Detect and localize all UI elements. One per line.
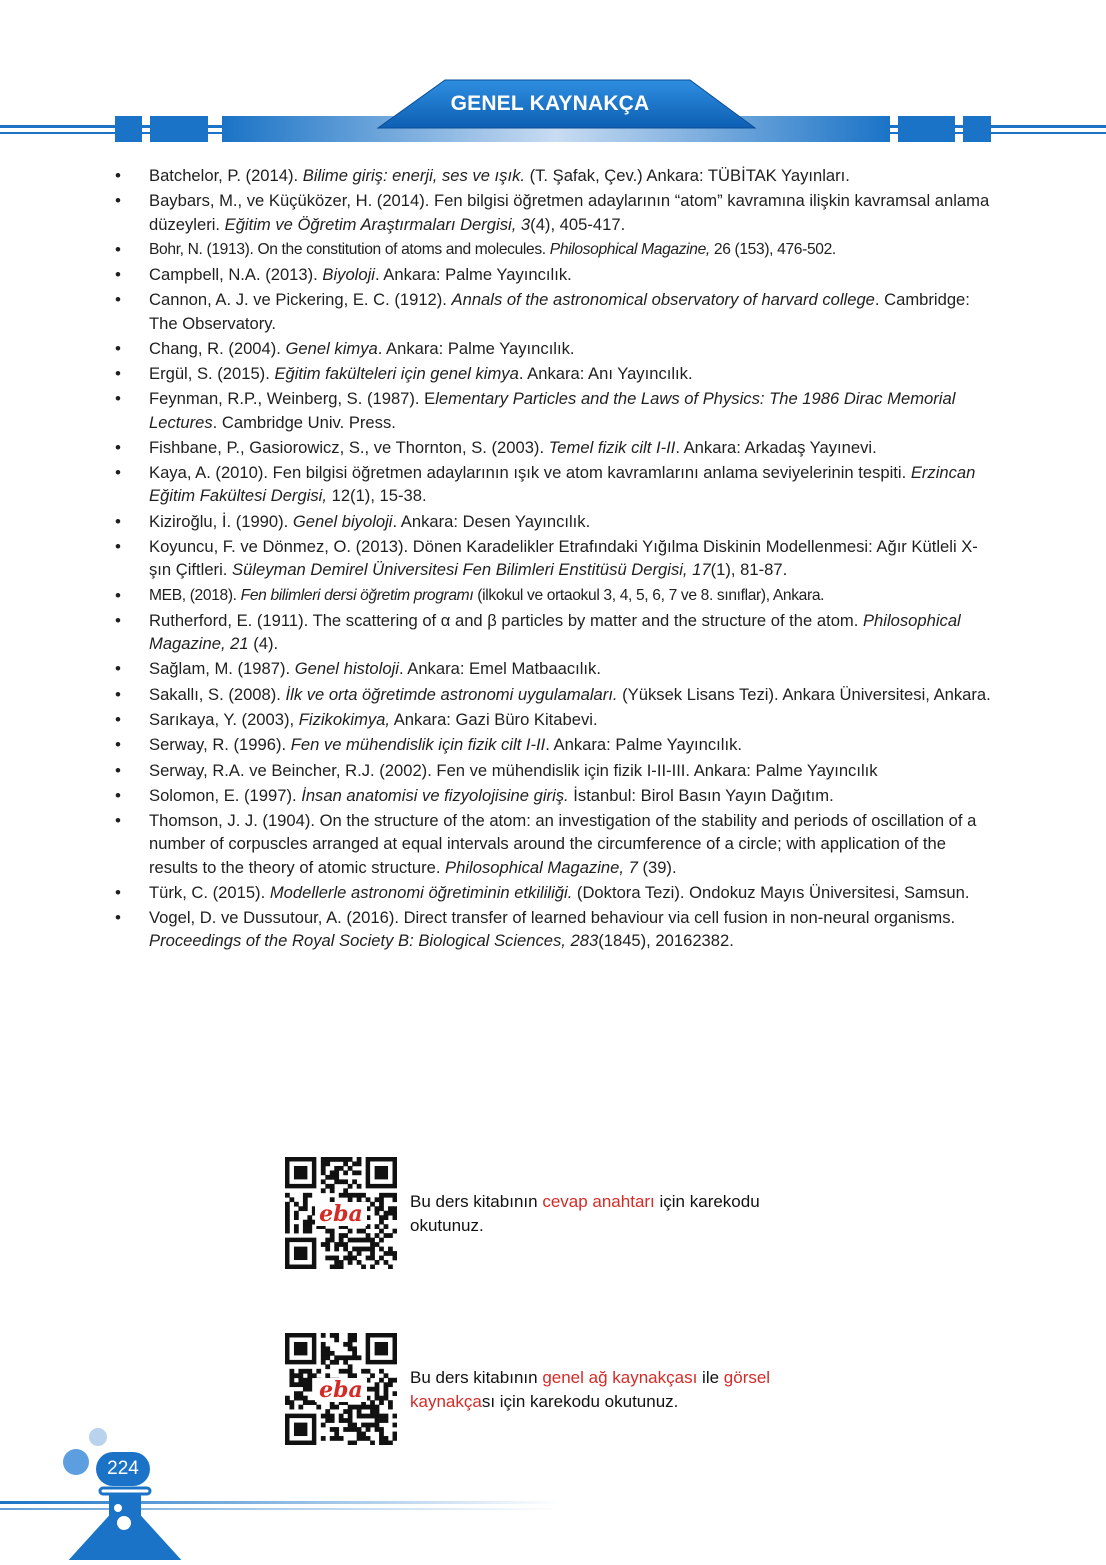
reference-title: Philosophical Magazine, 7: [445, 857, 638, 877]
reference-title: Genel kimya: [285, 338, 378, 358]
page-number: 224: [107, 1458, 139, 1479]
reference-item: [114, 881, 994, 904]
qr-caption-highlight: görsel kaynakça: [410, 1368, 771, 1411]
reference-text: Sarıkaya, Y. (2003),: [149, 709, 299, 729]
reference-item: [114, 759, 994, 782]
reference-item: [114, 436, 994, 459]
reference-title: Genel biyoloji: [292, 511, 393, 531]
reference-item: [114, 164, 994, 187]
qr-caption-text: Bu ders kitabının: [410, 1368, 543, 1387]
reference-text: MEB, (2018).: [149, 586, 241, 604]
reference-text: Ankara: Gazi Büro Kitabevi.: [390, 709, 598, 729]
reference-text: Solomon, E. (1997).: [149, 785, 302, 805]
reference-title: Fizikokimya,: [298, 709, 391, 729]
reference-text: . Cambridge Univ. Press.: [212, 412, 396, 432]
reference-text: Thomson, J. J. (1904). On the structure of the atom: an investigation of the stability and periods of oscillation of a number of corpuscles arranged at equal intervals around the circumference of a circle; with application of the results to the theory of atomic structure.: [149, 811, 977, 877]
reference-text: Batchelor, P. (2014).: [149, 166, 303, 185]
reference-text: Cannon, A. J. ve Pickering, E. C. (1912).: [149, 290, 452, 310]
reference-item: [114, 510, 994, 533]
footer-decoration: [0, 1420, 600, 1560]
reference-item: [114, 609, 994, 655]
reference-item: [114, 337, 994, 360]
reference-item: [114, 657, 994, 680]
reference-item: [114, 189, 994, 235]
reference-text: Chang, R. (2004).: [149, 338, 286, 358]
header-banner: [0, 0, 1106, 160]
qr-caption-text: ile: [697, 1368, 724, 1387]
reference-text: Sağlam, M. (1987).: [149, 659, 295, 679]
reference-title: Genel histoloji: [294, 659, 399, 679]
reference-text: (4).: [248, 634, 279, 654]
reference-text: Ergül, S. (2015).: [149, 364, 275, 384]
reference-title: Erzincan Eğitim Fakültesi Dergisi,: [149, 463, 976, 506]
reference-title: Modellerle astronomi öğretiminin etkililiği.: [269, 882, 573, 902]
reference-text: Baybars, M., ve Küçüközer, H. (2014). Fen bilgisi öğretmen adaylarının “atom” kavramına ilişkin kavramsal anlama düzeyleri.: [149, 191, 990, 234]
reference-text: (ilkokul ve ortaokul 3, 4, 5, 6, 7 ve 8. sınıflar), Ankara.: [473, 586, 825, 604]
eba-logo: eba: [319, 1377, 363, 1403]
reference-text: Fishbane, P., Gasiorowicz, S., ve Thornton, S. (2003).: [149, 437, 549, 457]
reference-text: 26 (153), 476-502.: [709, 240, 836, 258]
reference-item: [114, 784, 994, 807]
reference-text: (1845), 20162382.: [598, 931, 734, 951]
reference-text: Serway, R. (1996).: [149, 735, 291, 755]
reference-text: . Ankara: Palme Yayıncılık.: [374, 265, 572, 285]
reference-title: Bilime giriş: enerji, ses ve ışık.: [302, 166, 525, 185]
reference-text: Feynman, R.P., Weinberg, S. (1987). E: [149, 389, 436, 409]
reference-item: [114, 584, 994, 607]
reference-item: [114, 733, 994, 756]
reference-text: Campbell, N.A. (2013).: [149, 265, 323, 285]
page-title: GENEL KAYNAKÇA: [450, 92, 650, 115]
reference-title: Eğitim fakülteleri için genel kimya: [274, 364, 519, 384]
qr-caption-text: Bu ders kitabının: [410, 1192, 543, 1211]
reference-text: (Doktora Tezi). Ondokuz Mayıs Üniversitesi, Samsun.: [572, 882, 970, 902]
reference-title: Biyoloji: [322, 265, 375, 285]
reference-text: (4), 405-417.: [530, 214, 626, 234]
reference-title: Eğitim ve Öğretim Araştırmaları Dergisi, 3: [224, 214, 531, 234]
reference-item: [114, 362, 994, 385]
reference-title: İnsan anatomisi ve fizyolojisine giriş.: [301, 785, 569, 805]
reference-item: [114, 708, 994, 731]
reference-text: . Ankara: Desen Yayıncılık.: [392, 511, 591, 531]
reference-title: Fen bilimleri dersi öğretim programı: [240, 586, 474, 604]
reference-text: Serway, R.A. ve Beincher, R.J. (2002). Fen ve mühendislik için fizik I-II-III. Ankara: Palme Yayıncılık: [149, 760, 878, 780]
reference-title: lementary Particles and the Laws of Physics: The 1986 Dirac Memorial Lectures: [149, 389, 956, 432]
qr-caption-highlight: genel ağ kaynakçası: [542, 1368, 698, 1387]
reference-text: . Ankara: Palme Yayıncılık.: [377, 338, 575, 358]
reference-title: Fen ve mühendislik için fizik cilt I-II: [290, 735, 546, 755]
qr-caption-answer-key: [410, 1190, 810, 1238]
reference-title: Philosophical Magazine,: [549, 240, 710, 258]
reference-item: [114, 809, 994, 879]
reference-item: [114, 288, 994, 334]
reference-item: [114, 238, 994, 261]
reference-text: Bohr, N. (1913). On the constitution of atoms and molecules.: [149, 240, 550, 258]
reference-text: Kiziroğlu, İ. (1990).: [149, 511, 293, 531]
reference-text: . Ankara: Arkadaş Yayınevi.: [675, 437, 877, 457]
qr-caption-web-references: [410, 1366, 830, 1414]
reference-text: Türk, C. (2015).: [149, 882, 270, 902]
reference-text: . Ankara: Anı Yayıncılık.: [518, 364, 693, 384]
reference-text: (1), 81-87.: [710, 560, 788, 580]
reference-title: Philosophical Magazine, 21: [149, 610, 961, 654]
reference-text: Sakallı, S. (2008).: [149, 684, 286, 704]
qr-code-answer-key[interactable]: [285, 1157, 397, 1269]
reference-item: [114, 906, 994, 952]
reference-item: [114, 535, 994, 581]
reference-title: Süleyman Demirel Üniversitesi Fen Bilimleri Enstitüsü Dergisi, 17: [232, 560, 711, 580]
reference-text: . Ankara: Emel Matbaacılık.: [398, 659, 601, 679]
qr-caption-text: sı için karekodu okutunuz.: [481, 1392, 679, 1411]
reference-text: Rutherford, E. (1911). The scattering of α and β particles by matter and the structure of the atom.: [149, 610, 863, 630]
reference-text: Vogel, D. ve Dussutour, A. (2016). Direct transfer of learned behaviour via cell fusion in non-neural organisms.: [149, 908, 956, 928]
reference-text: Koyuncu, F. ve Dönmez, O. (2013). Dönen Karadelikler Etrafındaki Yığılma Diskinin Modellenmesi: Ağır Kütleli X-şın Çiftleri.: [149, 537, 978, 580]
reference-text: İstanbul: Birol Basın Yayın Dağıtım.: [568, 785, 834, 805]
reference-text: (Yüksek Lisans Tezi). Ankara Üniversitesi, Ankara.: [617, 684, 991, 704]
reference-title: İlk ve orta öğretimde astronomi uygulamaları.: [285, 684, 618, 704]
reference-text: (39).: [637, 857, 677, 877]
reference-item: [114, 683, 994, 706]
reference-text: (T. Şafak, Çev.) Ankara: TÜBİTAK Yayınları.: [524, 166, 850, 185]
reference-text: . Ankara: Palme Yayıncılık.: [545, 735, 742, 755]
reference-item: [114, 387, 994, 433]
reference-text: 12(1), 15-38.: [326, 486, 427, 506]
qr-caption-text: için karekodu okutunuz.: [410, 1192, 760, 1235]
reference-list: [114, 164, 994, 955]
header-decoration: [0, 0, 1106, 160]
reference-text: Kaya, A. (2010). Fen bilgisi öğretmen adaylarının ışık ve atom kavramlarını anlama seviyelerinin tespiti.: [149, 463, 911, 483]
reference-item: [114, 263, 994, 286]
qr-caption-highlight: cevap anahtarı: [542, 1192, 655, 1211]
reference-title: Proceedings of the Royal Society B: Biological Sciences, 283: [149, 931, 599, 951]
reference-title: Annals of the astronomical observatory of harvard college: [451, 290, 875, 310]
reference-title: Temel fizik cilt I-II: [548, 437, 676, 457]
reference-item: [114, 461, 994, 507]
eba-logo: eba: [319, 1201, 363, 1227]
reference-text: . Cambridge: The Observatory.: [149, 290, 970, 333]
